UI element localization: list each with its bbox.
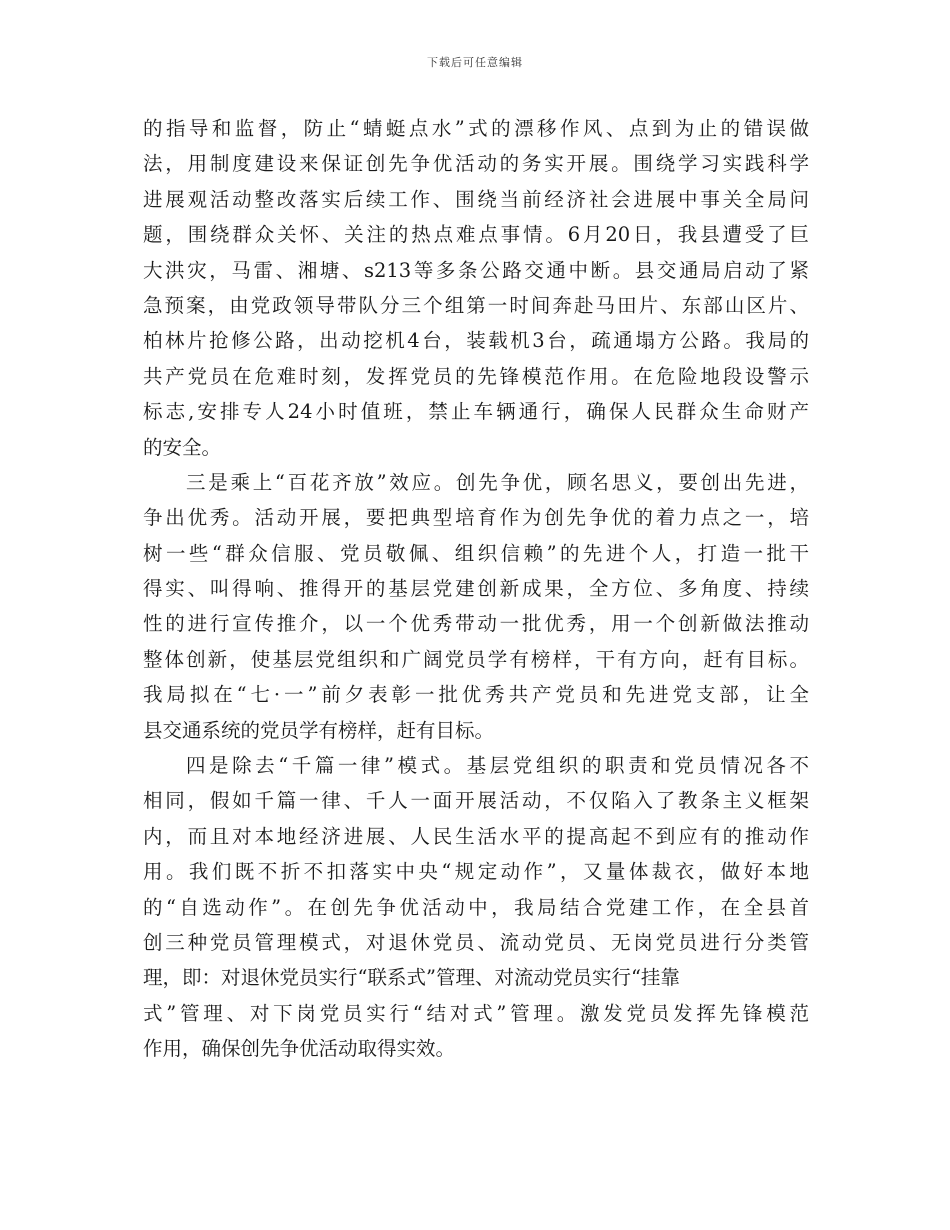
paragraph-1	[143, 111, 809, 465]
text-line: 三是乘上“百花齐放”效应。创先争优，顾名思义，要创出先进，	[186, 470, 809, 494]
text-line: 法，用制度建设来保证创先争优活动的务实开展。围绕学习实践科学	[143, 152, 809, 176]
document-body	[143, 111, 809, 1067]
text-line: 作用，确保创先争优活动取得实效。	[143, 1037, 456, 1061]
paragraph-3	[143, 748, 809, 1067]
text-line: 相同，假如千篇一律、千人一面开展活动，不仅陷入了教条主义框架	[143, 789, 809, 813]
text-line: 性的进行宣传推介，以一个优秀带动一批优秀，用一个创新做法推动	[143, 612, 809, 636]
text-line: 争出优秀。活动开展，要把典型培育作为创先争优的着力点之一，培	[143, 506, 809, 530]
text-line: 急预案，由党政领导带队分三个组第一时间奔赴马田片、东部山区片、	[143, 293, 809, 317]
text-line: 的指导和监督，防止“蜻蜓点水”式的漂移作风、点到为止的错误做	[143, 117, 809, 140]
text-line: 题，围绕群众关怀、关注的热点难点事情。6月20日，我县遭受了巨	[143, 223, 809, 247]
text-line: 标志,安排专人24小时值班，禁止车辆通行，确保人民群众生命财产	[143, 400, 809, 424]
text-line: 整体创新，使基层党组织和广阔党员学有榜样，干有方向，赶有目标。	[143, 647, 809, 671]
text-line: 式”管理、对下岗党员实行“结对式”管理。激发党员发挥先锋模范	[143, 1001, 809, 1025]
page-header: 下载后可任意编辑	[427, 56, 523, 69]
paragraph-2	[143, 465, 809, 748]
text-line: 得实、叫得响、推得开的基层党建创新成果，全方位、多角度、持续	[143, 577, 809, 601]
text-line: 四是除去“千篇一律”模式。基层党组织的职责和党员情况各不	[186, 754, 809, 778]
text-line: 县交通系统的党员学有榜样，赶有目标。	[143, 718, 495, 742]
text-line: 进展观活动整改落实后续工作、围绕当前经济社会进展中事关全局问	[143, 187, 809, 211]
text-line: 我局拟在“七·一”前夕表彰一批优秀共产党员和先进党支部，让全	[143, 683, 809, 707]
text-line: 用。我们既不折不扣落实中央“规定动作”，又量体裁衣，做好本地	[143, 860, 809, 884]
text-line: 内，而且对本地经济进展、人民生活水平的提高起不到应有的推动作	[143, 824, 809, 848]
text-line: 的“自选动作”。在创先争优活动中，我局结合党建工作，在全县首	[143, 895, 809, 919]
text-line: 树一些“群众信服、党员敬佩、组织信赖”的先进个人，打造一批干	[143, 541, 809, 565]
text-line: 柏林片抢修公路，出动挖机4台，装载机3台，疏通塌方公路。我局的	[143, 329, 809, 353]
text-line: 的安全。	[143, 435, 222, 459]
text-line: 理，即：对退休党员实行“联系式”管理、对流动党员实行“挂靠	[143, 966, 680, 990]
text-line: 共产党员在危难时刻，发挥党员的先锋模范作用。在危险地段设警示	[143, 364, 809, 388]
text-line: 大洪灾，马雷、湘塘、s213等多条公路交通中断。县交通局启动了紧	[143, 258, 809, 282]
text-line: 创三种党员管理模式，对退休党员、流动党员、无岗党员进行分类管	[143, 930, 809, 954]
